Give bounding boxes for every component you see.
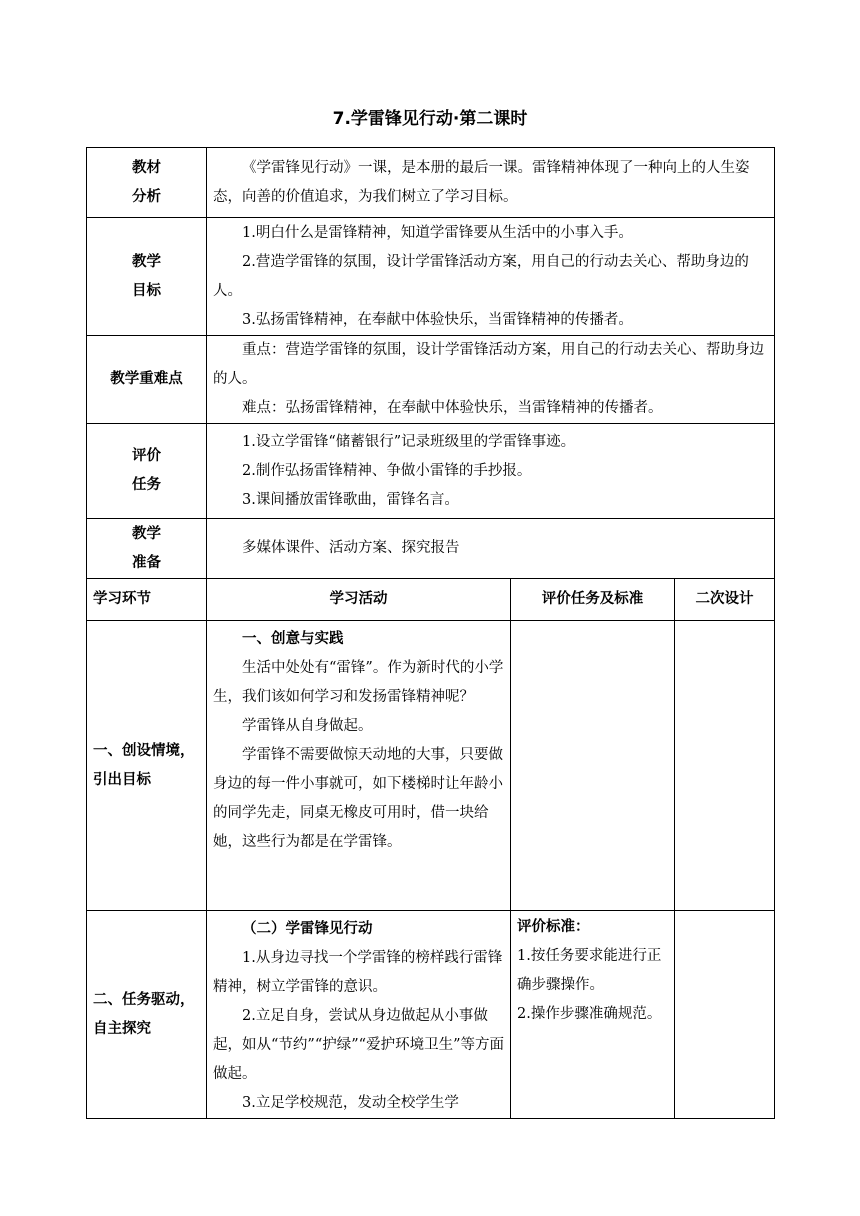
info-row-evaluation xyxy=(87,424,775,519)
redesign-cell xyxy=(675,911,775,1119)
row-content: 多媒体课件、活动方案、探究报告 xyxy=(207,519,775,579)
info-row-preparation xyxy=(87,519,775,579)
stage-label: 一、创设情境， 引出目标 xyxy=(87,621,207,911)
row-content: 1.明白什么是雷锋精神，知道学雷锋要从生活中的小事入手。 2.营造学雷锋的氛围，设计学雷锋活动方案，用自己的行动去关心、帮助身边的人。 3.弘扬雷锋精神，在奉献中体验快乐，当雷锋精神的传播者。 xyxy=(207,218,775,336)
activity-cell: （二）学雷锋见行动 1.从身边寻找一个学雷锋的榜样践行雷锋精神，树立学雷锋的意识。 2.立足自身，尝试从身边做起从小事做起，如从“节约”“护绿”“爱护环境卫生”等方面做起。 3.立足学校规范，发动全校学生学 xyxy=(207,911,511,1119)
evaluation-heading: 评价标准： xyxy=(517,919,590,935)
row-label: 教材 分析 xyxy=(87,148,207,218)
row-label: 教学重难点 xyxy=(87,336,207,424)
activity-heading: （二）学雷锋见行动 xyxy=(242,921,373,937)
evaluation-cell: 评价标准： 1.按任务要求能进行正确步骤操作。 2.操作步骤准确规范。 xyxy=(511,911,675,1119)
stage-row xyxy=(87,621,775,911)
redesign-cell xyxy=(675,621,775,911)
info-row-objectives xyxy=(87,218,775,336)
row-content: 重点：营造学雷锋的氛围，设计学雷锋活动方案，用自己的行动去关心、帮助身边的人。 难点：弘扬雷锋精神，在奉献中体验快乐，当雷锋精神的传播者。 xyxy=(207,336,775,424)
stage-label: 二、任务驱动， 自主探究 xyxy=(87,911,207,1119)
activity-cell: 一、创意与实践 生活中处处有“雷锋”。作为新时代的小学生，我们该如何学习和发扬雷锋精神呢？ 学雷锋从自身做起。 学雷锋不需要做惊天动地的大事，只要做身边的每一件小事就可，如下楼梯时让年龄小的同学先走，同桌无橡皮可用时，借一块给她，这些行为都是在学雷锋。 xyxy=(207,621,511,911)
stage-row xyxy=(87,911,775,1119)
row-content: 《学雷锋见行动》一课，是本册的最后一课。雷锋精神体现了一种向上的人生姿态，向善的价值追求，为我们树立了学习目标。 xyxy=(207,148,775,218)
info-row-analysis xyxy=(87,148,775,218)
row-label: 教学 目标 xyxy=(87,218,207,336)
page-title: 7.学雷锋见行动·第二课时 xyxy=(332,109,528,129)
column-header: 二次设计 xyxy=(675,579,775,621)
row-label: 评价 任务 xyxy=(87,424,207,519)
header-row xyxy=(87,579,775,621)
column-header: 评价任务及标准 xyxy=(511,579,675,621)
info-row-key-points xyxy=(87,336,775,424)
column-header: 学习活动 xyxy=(207,579,511,621)
activity-heading: 一、创意与实践 xyxy=(242,631,344,647)
column-header: 学习环节 xyxy=(87,579,207,621)
lesson-plan-table xyxy=(86,147,775,1119)
evaluation-cell xyxy=(511,621,675,911)
row-label: 教学 准备 xyxy=(87,519,207,579)
row-content: 1.设立学雷锋“储蓄银行”记录班级里的学雷锋事迹。 2.制作弘扬雷锋精神、争做小雷锋的手抄报。 3.课间播放雷锋歌曲，雷锋名言。 xyxy=(207,424,775,519)
